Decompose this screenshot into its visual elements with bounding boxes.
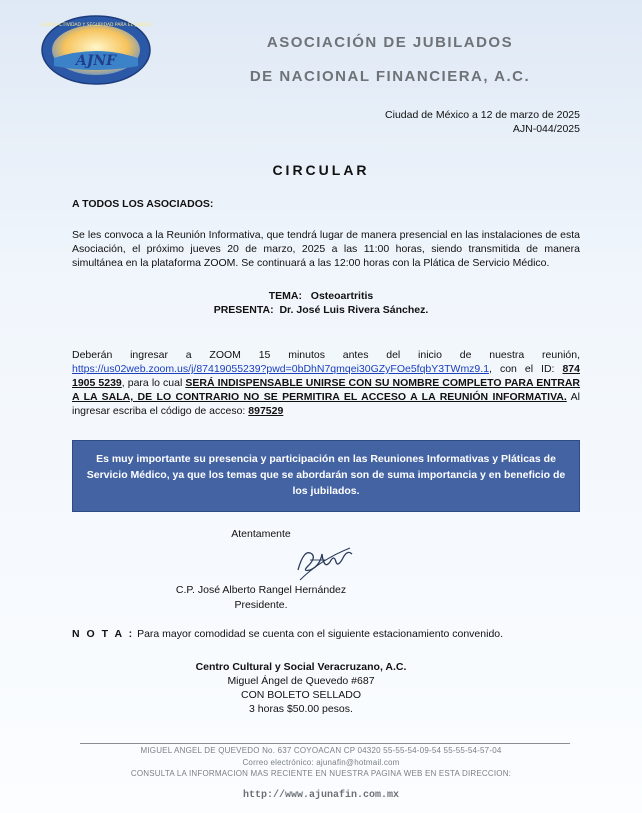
footer-email: Correo electrónico: ajunafin@hotmail.com bbox=[242, 758, 400, 767]
topic-label: TEMA: bbox=[268, 290, 303, 302]
presenter-line bbox=[0, 304, 642, 316]
association-logo bbox=[40, 14, 152, 86]
zoom-meeting-id: 874 1905 5239 bbox=[72, 363, 580, 389]
presenter-label: PRESENTA: bbox=[213, 304, 274, 316]
venue-address: Miguel Ángel de Quevedo #687 bbox=[227, 675, 375, 687]
zoom-access-code: 897529 bbox=[248, 405, 284, 417]
greeting: A TODOS LOS ASOCIADOS: bbox=[72, 198, 214, 210]
venue-condition: CON BOLETO SELLADO bbox=[240, 689, 361, 701]
salutation: Atentamente bbox=[231, 528, 291, 540]
zoom-intro: Deberán ingresar a ZOOM 15 minutos antes del inicio de nuestra reunión, bbox=[72, 349, 580, 361]
zoom-paragraph bbox=[72, 348, 580, 418]
signer-role: Presidente. bbox=[234, 599, 288, 611]
importance-callout: Es muy importante su presencia y participación en las Reuniones Informativas y Pláticas de Servicio Médico, ya que los temas que se abordarán son de suma importancia y en beneficio de los jubilados. bbox=[72, 440, 580, 512]
footer-consult: CONSULTA LA INFORMACION MAS RECIENTE EN NUESTRA PAGINA WEB EN ESTA DIRECCION: bbox=[130, 769, 512, 778]
date-block bbox=[385, 108, 580, 136]
reference-number: AJN-044/2025 bbox=[512, 123, 580, 135]
presenter-value: Dr. José Luis Rivera Sánchez. bbox=[279, 304, 429, 316]
intro-paragraph: Se les convoca a la Reunión Informativa, que tendrá lugar de manera presencial en las instalaciones de esta Asociación, el próximo jueves 20 de marzo, 2025 a las 11:00 horas, siendo transmitida de manera simultánea en la plataforma ZOOM. Se continuará a las 12:00 horas con la Plática de Servicio Médico. bbox=[72, 229, 580, 269]
note-text: Para mayor comodidad se cuenta con el siguiente estacionamiento convenido. bbox=[137, 628, 504, 640]
footer-address: MIGUEL ANGEL DE QUEVEDO No. 637 COYOACAN CP 04320 55-55-54-09-54 55-55-54-57-04 bbox=[140, 746, 502, 755]
org-name-line2: DE NACIONAL FINANCIERA, A.C. bbox=[249, 68, 531, 85]
document-title: CIRCULAR bbox=[272, 162, 370, 178]
topic-value: Osteoartritis bbox=[310, 290, 374, 302]
note-label: N O T A : bbox=[72, 628, 135, 640]
org-name-line1: ASOCIACIÓN DE JUBILADOS bbox=[266, 34, 514, 51]
place-date: Ciudad de México a 12 de marzo de 2025 bbox=[385, 109, 580, 121]
logo-ring-text: ALEGRIA ACTIVIDAD Y SEGURIDAD PARA EL JUBILADO bbox=[40, 23, 152, 28]
website-link[interactable]: http://www.ajunafin.com.mx bbox=[242, 790, 400, 801]
zoom-warning: SERÁ INDISPENSABLE UNIRSE CON SU NOMBRE COMPLETO PARA ENTRAR A LA SALA, DE LO CONTRARIO NO SE PERMITIRA EL ACCESO A LA REUNIÓN INFORMATIVA. bbox=[72, 377, 581, 403]
zoom-id-prefix: , con el ID: bbox=[489, 363, 555, 375]
venue-name: Centro Cultural y Social Veracruzano, A.C. bbox=[195, 661, 407, 673]
zoom-middle: , para lo cual bbox=[121, 377, 183, 389]
note bbox=[72, 628, 503, 640]
footer-divider bbox=[80, 743, 570, 744]
zoom-link[interactable]: https://us02web.zoom.us/j/87419055239?pwd=0bDhN7qmqei30GZyFOe5fqbY3TWmz9.1 bbox=[72, 363, 490, 375]
zoom-code-prefix: Al ingresar escriba el código de acceso: bbox=[72, 391, 580, 417]
signer-name: C.P. José Alberto Rangel Hernández bbox=[175, 584, 347, 596]
logo-text: AJNF bbox=[75, 53, 117, 69]
topic-line bbox=[0, 290, 642, 302]
signature bbox=[290, 540, 360, 582]
venue-rate: 3 horas $50.00 pesos. bbox=[249, 703, 353, 715]
